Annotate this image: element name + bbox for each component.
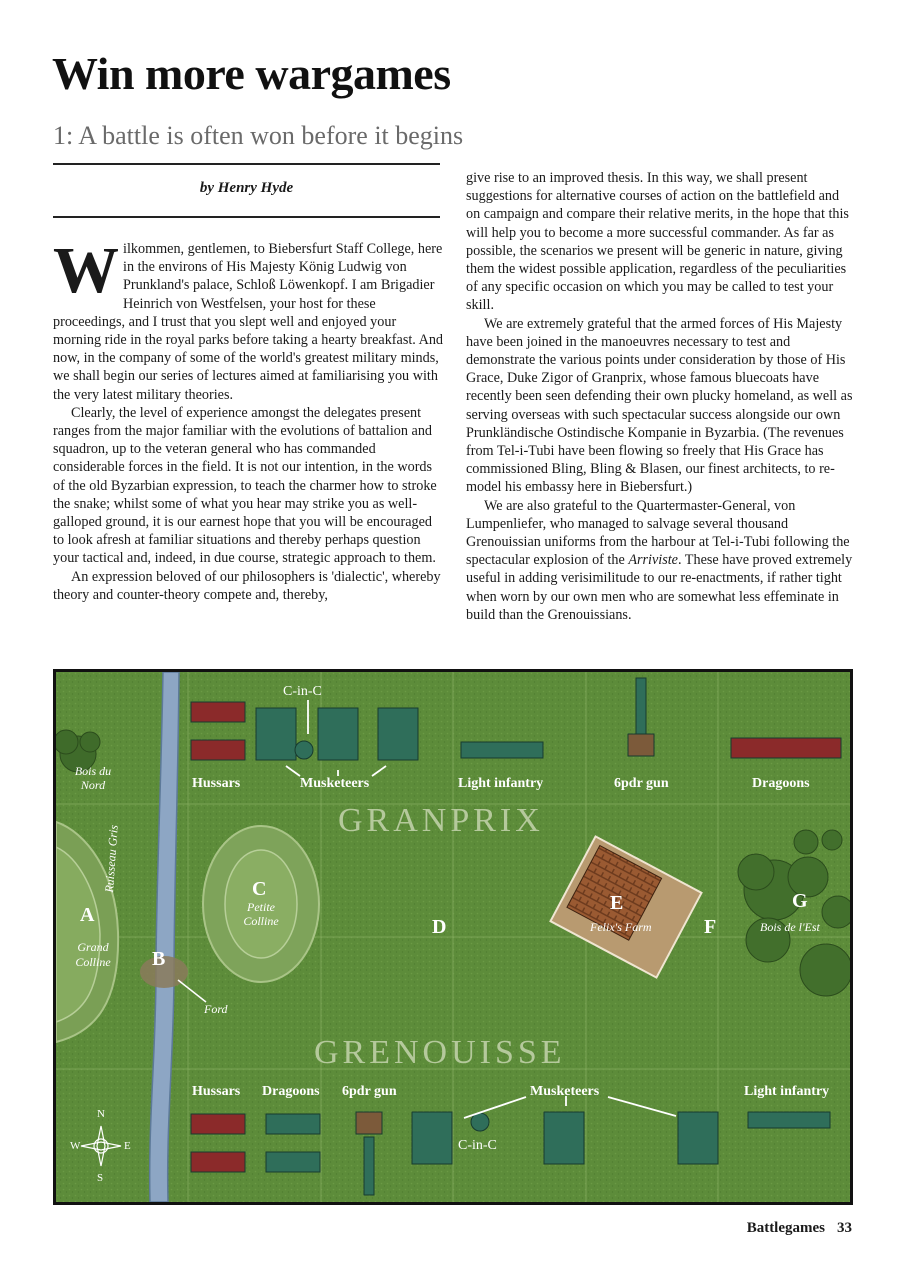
article-column-2 (466, 169, 854, 624)
hussars-top-label: Hussars (192, 776, 241, 791)
byline-rule (53, 216, 440, 218)
point-c: C (252, 878, 267, 900)
point-d: D (432, 916, 447, 938)
ford-label: Ford (204, 1002, 228, 1016)
compass-e: E (124, 1140, 131, 1152)
magazine-name: Battlegames (746, 1220, 825, 1236)
article-column-1 (53, 234, 445, 604)
granprix-army-label: GRANPRIX (338, 802, 544, 839)
compass-s: S (97, 1172, 104, 1184)
battle-map (53, 669, 853, 1205)
drop-cap: W (53, 234, 119, 307)
hussars-bottom-label: Hussars (192, 1084, 241, 1099)
musketeers-bottom-label: Musketeers (530, 1084, 600, 1099)
ship-name: Arriviste (628, 552, 678, 569)
point-b: B (152, 948, 166, 970)
point-f: F (704, 916, 717, 938)
light-infantry-bottom-label: Light infantry (744, 1084, 830, 1099)
compass-w: W (70, 1140, 81, 1152)
compass-icon (70, 1108, 132, 1186)
paragraph: give rise to an improved thesis. In this way, we shall present suggestions for alternative courses of action on the battlefield and on campaign and compare their relative merits, in the hope that this will help you to become a more successful commander. As far as possible, the scenarios we present will be generic in nature, giving them the widest possible application, regardless of the peculiarities of any specific occasion on which you may be called to test your skill. (466, 170, 849, 314)
point-e: E (610, 892, 624, 914)
paragraph: ilkommen, gentlemen, to Biebersfurt Staff College, here in the environs of His Majesty König Ludwig von Prunkland's palace, Schloß Löwenkopf. I am Brigadier Heinrich von Westfelsen, your host for these proceedings, and I trust that you slept well and enjoyed your morning ride in the royal parks before taking a hearty breakfast. And now, in the company of some of the world's greatest military minds, we shall begin our series of lectures aimed at familiarising you with the very latest military theories. (53, 241, 444, 403)
dragoons-top-label: Dragoons (752, 776, 810, 791)
top-rule (53, 163, 440, 165)
gun-bottom-label: 6pdr gun (342, 1084, 397, 1099)
paragraph: Clearly, the level of experience amongst the delegates present ranges from the major familiar with the evolutions of battalion and squadron, up to the veteran general who has commanded considerable forces in the field. It is not our intention, in the words of the old Byzarbian expression, to teach the charmer how to stroke the snake; whilst some of what you hear may strike you as well-galloped ground, it is our earnest hope that you will be encouraged to look afresh at familiar situations and thereby perhaps question your tactical and, indeed, in due course, strategic approach to them. (53, 404, 437, 567)
compass-n: N (97, 1108, 105, 1120)
bois-de-lest-label: Bois de l'Est (760, 920, 820, 934)
paragraph: An expression beloved of our philosophers is 'dialectic', whereby theory and counter-theory compete and, thereby, (53, 568, 441, 603)
byline: by Henry Hyde (199, 180, 294, 196)
point-g: G (792, 890, 808, 912)
point-a: A (80, 904, 95, 926)
cinc-bottom-label: C-in-C (458, 1138, 497, 1153)
article-title: Win more wargames (52, 48, 451, 99)
light-infantry-top-label: Light infantry (458, 776, 544, 791)
grand-colline-label: Grand Colline (75, 940, 111, 969)
dragoons-bottom-label: Dragoons (262, 1084, 320, 1099)
cinc-top-label: C-in-C (283, 684, 322, 699)
bois-du-nord-label: Bois du Nord (74, 764, 112, 792)
paragraph: We are also grateful to the Quartermaster-General, von Lumpenliefer, who managed to salvage several thousand Grenouissian uniforms from the harbour at Tel-i-Tubi following the spectacular explosion of the Arriviste. These have proved extremely useful in adding verisimilitude to our re-enactments, if rather tight when worn by our own men who are somewhat less effeminate in build than the Grenouissians. (466, 497, 853, 623)
musketeers-top-label: Musketeers (300, 776, 370, 791)
felix-farm-label: Felix's Farm (590, 920, 652, 934)
gun-top-label: 6pdr gun (614, 776, 669, 791)
grenouisse-army-label: GRENOUISSE (314, 1034, 566, 1071)
ruisseau-gris-label: Ruisseau Gris (102, 824, 121, 893)
petite-colline-label: Petite Colline (243, 900, 279, 928)
article-subtitle: 1: A battle is often won before it begins (53, 121, 464, 150)
paragraph: We are extremely grateful that the armed forces of His Majesty have been joined in the manoeuvres necessary to test and demonstrate the various points under consideration by those of His Grace, Duke Zigor of Granprix, whose famous bluecoats have recently been seen defending their own plucky homeland, as well as serving overseas with such spectacular success alongside our own Prunkländische Ostindische Kompanie in Byzarbia. (The revenues from Tel-i-Tubi have been flowing so freely that His Grace has commissioned Bling, Bling & Blasen, our finest architects, to re-model his embassy here in Biebersfurt.) (466, 315, 853, 496)
page-number: 33 (837, 1220, 852, 1236)
page-footer (735, 1220, 852, 1237)
